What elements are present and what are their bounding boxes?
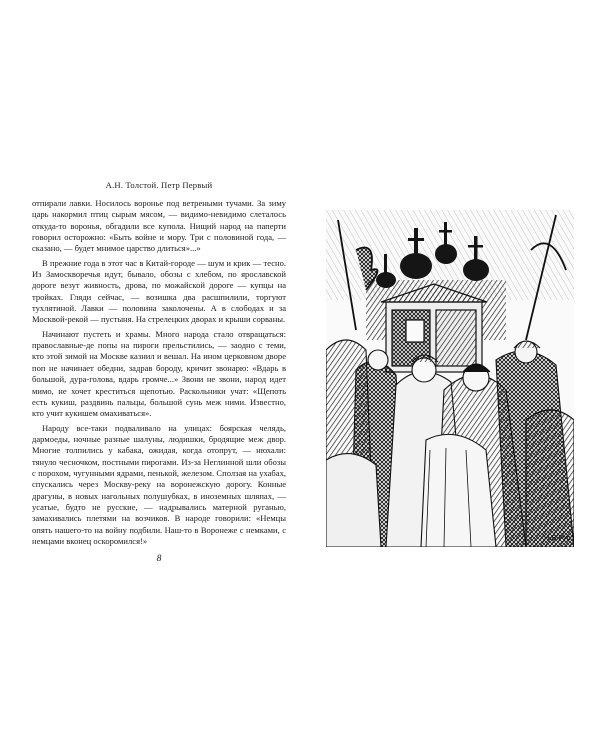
- paragraph: Начинают пустеть и храмы. Много народа стало отвращаться: православные-де попы на пироги прельстились, — заодно с теми, кто этой зимой на Москве казнил и вешал. На ином церковном дворе поп не начинает обедни, задрав бороду, кричит звонарю: «Вдарь в большой, дура-голова, вдарь громче...» Звони не звони, народ идет мимо, не хочет креститься щепотью. Раскольники учат: «Щепоть есть кукиш, раздвинь пальцы, большой сунь меж ними. Известно, кто учит кукишем омахиваться».: [32, 328, 286, 419]
- left-page: [32, 180, 286, 564]
- paragraph: В прежние года в этот час в Китай-городе — шум и крик — тесно. Из Замоскворечья идут, бывало, обозы с хлебом, по ярославской дороге везут живность, дрова, по можайской дороге — купцы на тройках. Гляди сейчас, — возишка два расшпилили, торгуют тухлятиной. Лавки — половина заколочены. А в слободах и за Москвой-рекой — пустыня. На стрелецких дворах и крыши сорваны.: [32, 257, 286, 325]
- page-number: 8: [156, 554, 162, 565]
- crowd-engraving-image: [326, 210, 574, 547]
- paragraph: Народу все-таки подваливало на улицах: боярская челядь, дармоеды, ночные разные шалуны, людишки, бродящие меж двор. Многие толпились у кабака, ожидая, когда отопрут, — нюхали: тянуло чесночком, постными пирогами. Из-за Неглинной шли обозы с порохом, чугунными ядрами, пенькой, железом. Сползая на ухабах, спускались через Москву-реку на воронежскую дорогу. Конные драгуны, в новых нагольных полушубках, в иноземных шляпах, — усатые, будто не русские, — надрывались матерной руганью, замахивались плетями на возчиков. В народе говорили: «Немцы опять нашего-то на войну подбили. Наш-то в Воронеже с немками, с немцами вконец оскоромился!»: [32, 422, 286, 546]
- illustration: [326, 210, 574, 547]
- running-head: А.Н. Толстой. Петр Первый: [105, 180, 213, 190]
- artist-signature: Н.Б.Рус: [544, 534, 571, 542]
- paragraph: отпирали лавки. Носилось воронье под ветреными тучами. За зиму царь накормил птиц сырым мясом, — видимо-невидимо слеталось откуда-то воронья, обгадили все купола. Нищий народ на паперти говорил осторожно: «Быть войне и мору. Три с половиной года, — сказано, — будет мнимое царство длиться»...»: [32, 198, 286, 254]
